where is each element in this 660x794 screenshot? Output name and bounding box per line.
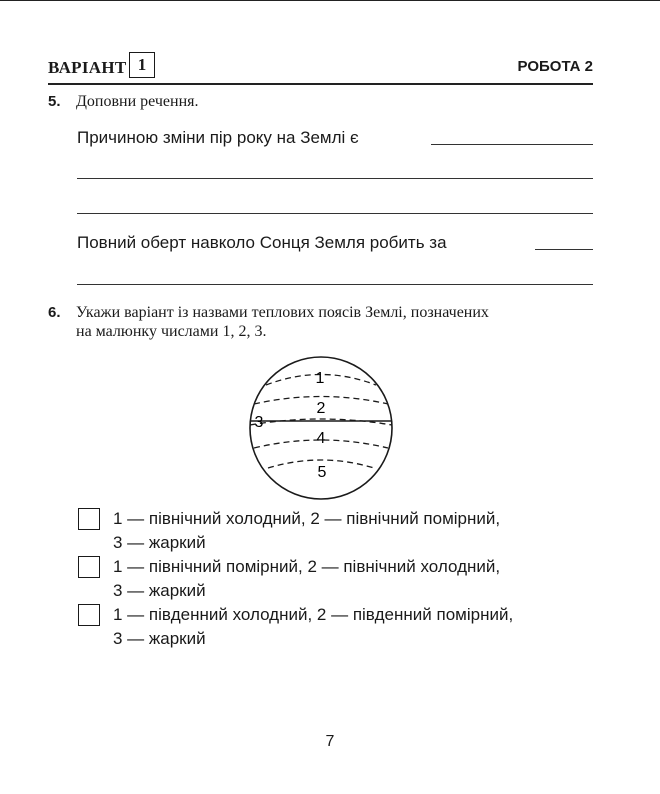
- zone-label-3: 3: [254, 414, 264, 431]
- answer-line-2a[interactable]: [535, 249, 593, 250]
- answer-line-1a[interactable]: [431, 144, 593, 145]
- zone-label-4: 4: [316, 430, 326, 447]
- zone-label-1: 1: [315, 370, 325, 387]
- top-rule: [0, 0, 660, 1]
- option-2-text: [113, 555, 598, 603]
- work-label: РОБОТА 2: [517, 58, 593, 75]
- zone-label-5: 5: [317, 464, 327, 481]
- option-1-text: [113, 507, 598, 555]
- answer-line-1c[interactable]: [77, 213, 593, 214]
- question-5-number: 5.: [48, 93, 61, 110]
- question-5-sentence-1: Причиною зміни пір року на Землі є: [77, 128, 359, 147]
- variant-number: 1: [129, 52, 155, 78]
- page-header: [48, 52, 593, 84]
- option-3-checkbox[interactable]: [78, 604, 100, 626]
- option-1-line-1: 1 — північний холодний, 2 — північний помірний,: [113, 509, 501, 528]
- page-number: 7: [325, 733, 335, 750]
- option-2-line-1: 1 — північний помірний, 2 — північний холодний,: [113, 557, 501, 576]
- answer-line-2b[interactable]: [77, 284, 593, 285]
- option-2-line-2: 3 — жаркий: [113, 581, 206, 600]
- question-6-number: 6.: [48, 304, 61, 321]
- header-rule: [48, 83, 593, 85]
- answer-line-1b[interactable]: [77, 178, 593, 179]
- option-3-text: [113, 603, 598, 651]
- option-3-line-2: 3 — жаркий: [113, 629, 206, 648]
- option-2-checkbox[interactable]: [78, 556, 100, 578]
- question-6-instruction-line-1: Укажи варіант із назвами теплових поясів Землі, позначених: [76, 304, 489, 321]
- option-1-checkbox[interactable]: [78, 508, 100, 530]
- option-1-line-2: 3 — жаркий: [113, 533, 206, 552]
- earth-heat-zones-figure: [246, 352, 396, 504]
- question-6-instruction-line-2: на малюнку числами 1, 2, 3.: [76, 323, 267, 340]
- question-5-sentence-2: Повний оберт навколо Сонця Земля робить за: [77, 233, 447, 252]
- option-3-line-1: 1 — південний холодний, 2 — південний помірний,: [113, 605, 514, 624]
- question-5-instruction: Доповни речення.: [76, 93, 199, 110]
- variant-label: ВАРІАНТ: [48, 58, 127, 77]
- zone-label-2: 2: [316, 400, 326, 417]
